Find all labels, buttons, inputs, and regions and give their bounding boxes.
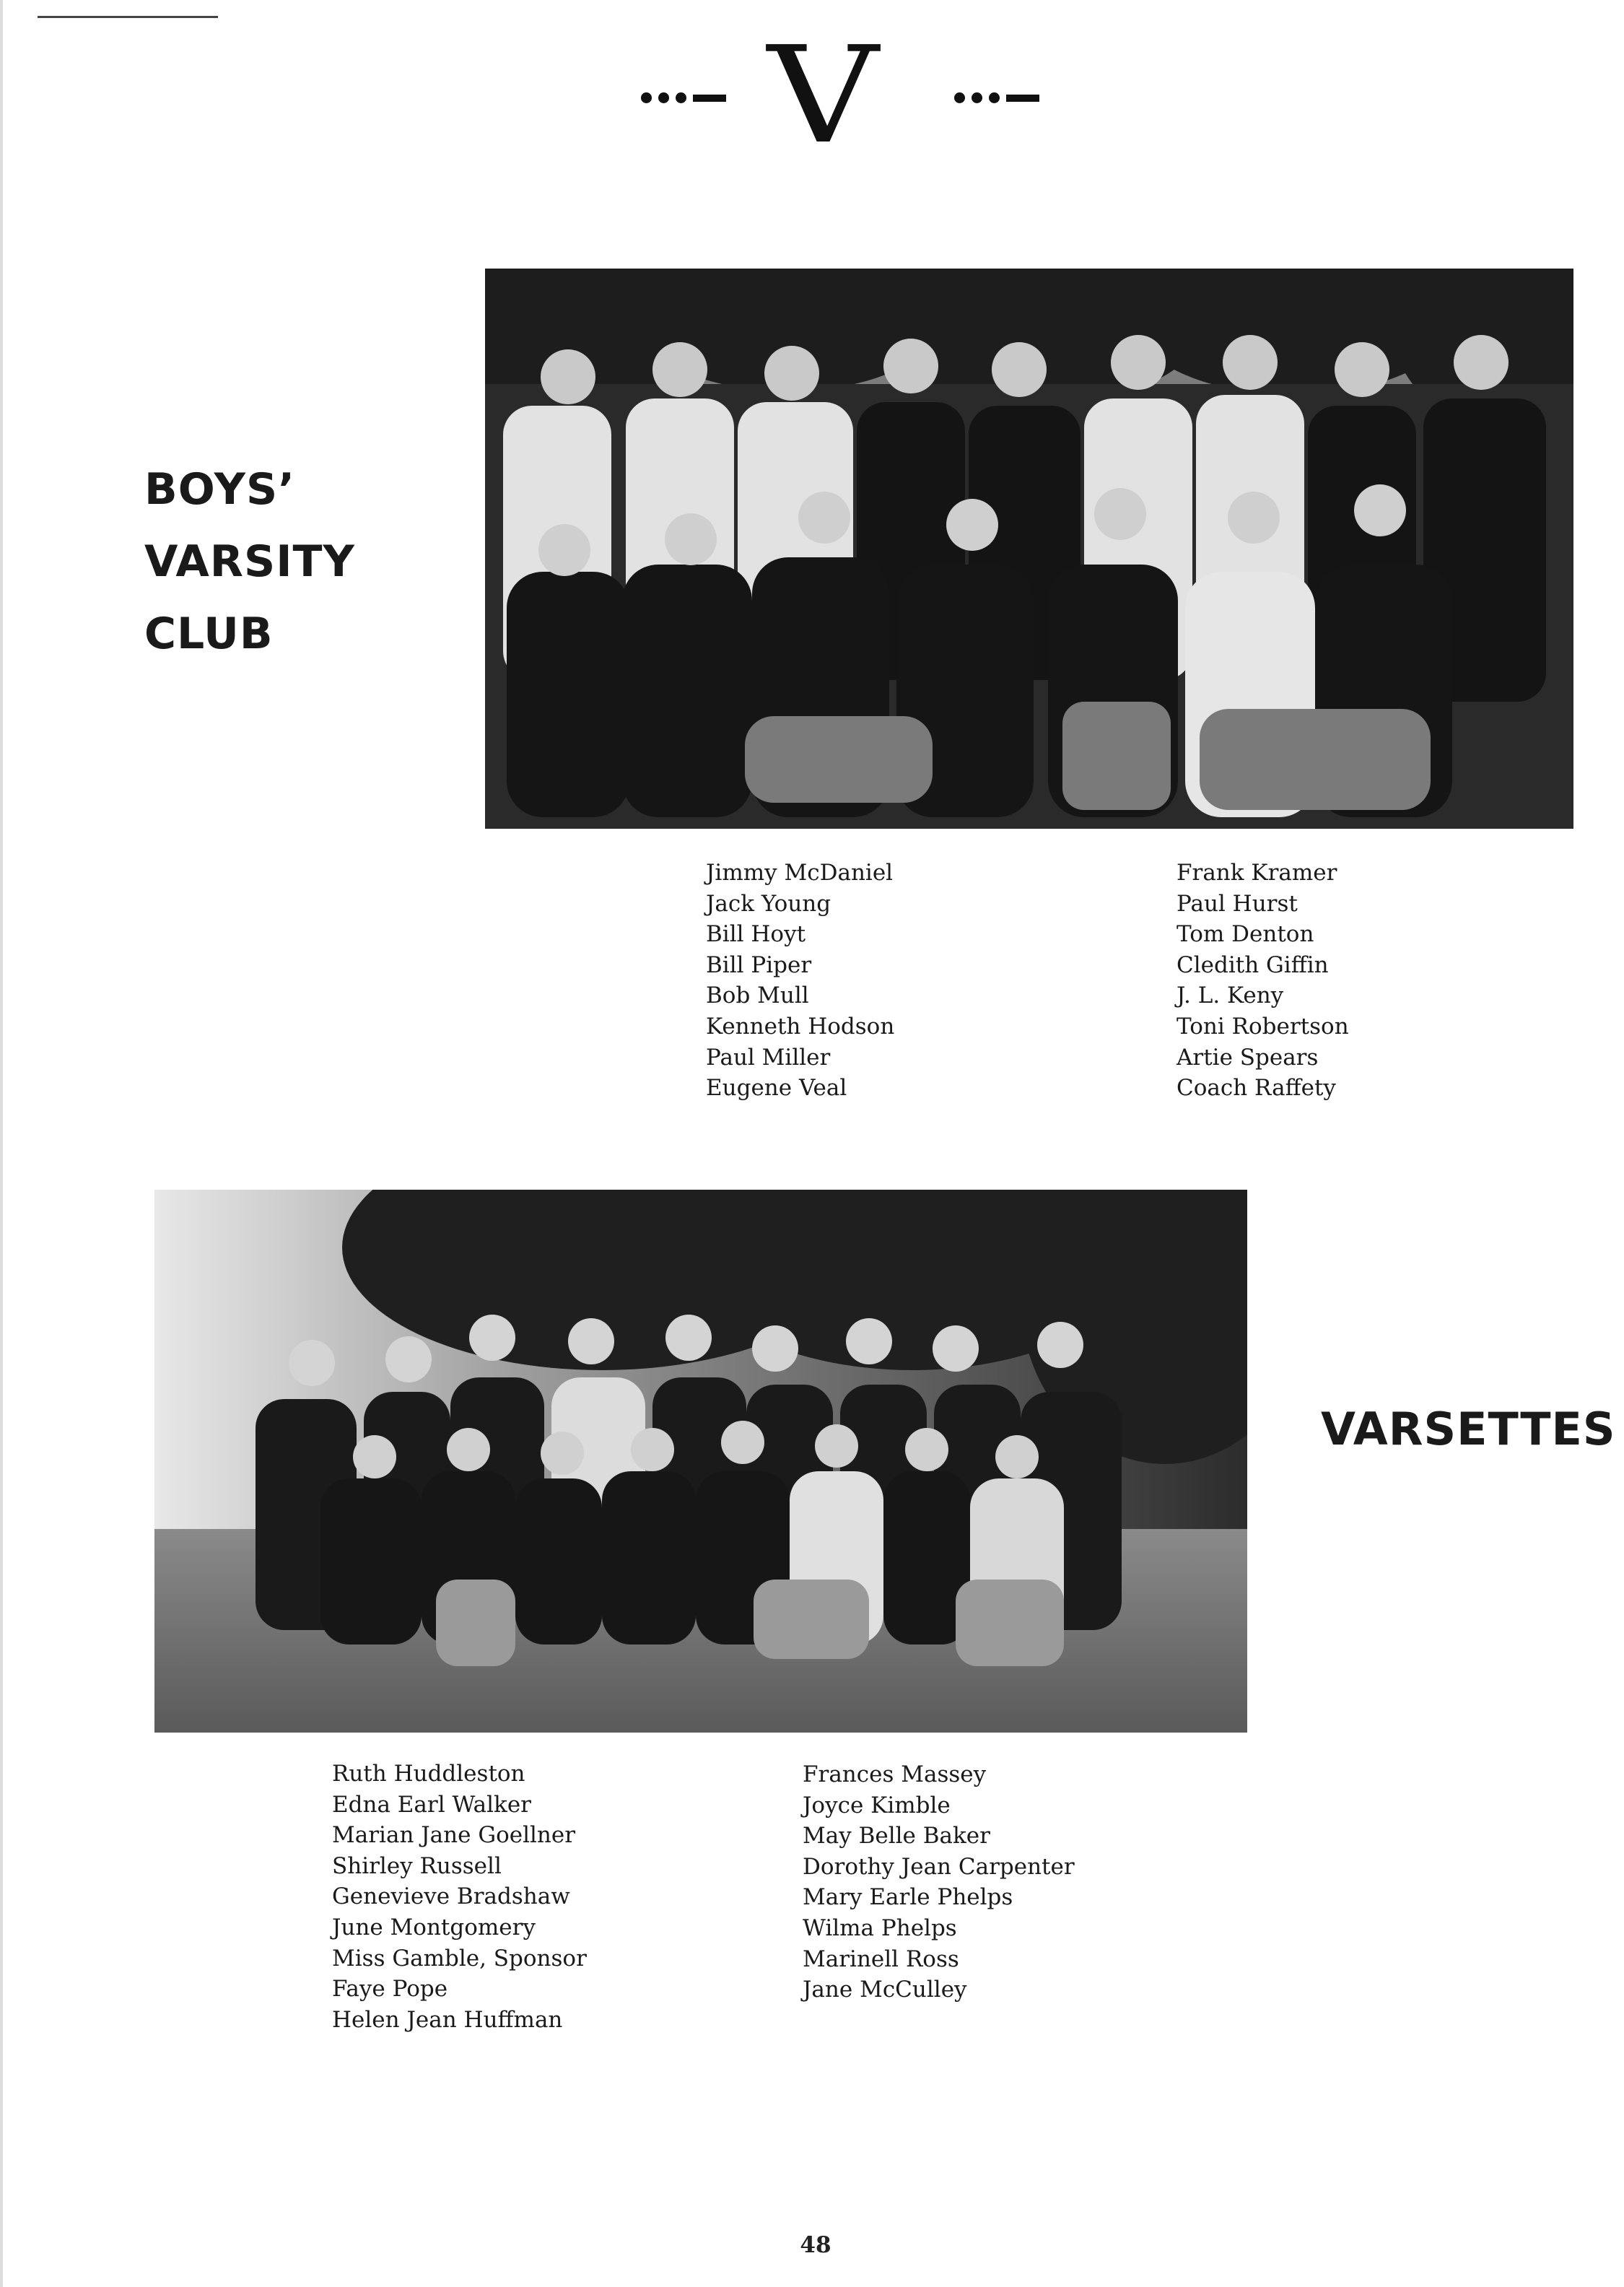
member-name: Mary Earle Phelps — [803, 1884, 1013, 1911]
member-name: Joyce Kimble — [803, 1792, 951, 1818]
member-name: June Montgomery — [332, 1914, 536, 1940]
member-name: Shirley Russell — [332, 1852, 502, 1879]
title-line: CLUB — [144, 609, 274, 659]
ornament-right — [954, 92, 1070, 105]
member-name: Ruth Huddleston — [332, 1761, 525, 1787]
member-name: Bob Mull — [706, 983, 809, 1009]
varsettes-names-column-1 — [332, 1759, 587, 2035]
boys-group-photo — [485, 269, 1573, 829]
member-name: Tom Denton — [1176, 921, 1314, 948]
member-name: Jack Young — [706, 890, 831, 917]
member-name: Miss Gamble, Sponsor — [332, 1945, 587, 1972]
member-name: Toni Robertson — [1176, 1013, 1349, 1040]
member-name: May Belle Baker — [803, 1823, 990, 1850]
boys-names-column-2 — [1176, 858, 1349, 1104]
section-letter: V — [767, 17, 878, 173]
member-name: J. L. Keny — [1176, 983, 1284, 1009]
page-edge — [0, 0, 3, 2287]
member-name: Frances Massey — [803, 1761, 987, 1787]
member-name: Eugene Veal — [706, 1075, 847, 1102]
ornament-left — [641, 92, 756, 105]
member-name: Jimmy McDaniel — [706, 860, 894, 886]
member-name: Genevieve Bradshaw — [332, 1883, 570, 1910]
top-rule — [38, 16, 218, 18]
varsettes-group-photo — [154, 1190, 1247, 1733]
varsettes-names-column-2 — [803, 1759, 1075, 2005]
title-line: BOYS’ — [144, 464, 296, 515]
page-number: 48 — [800, 2232, 831, 2258]
member-name: Faye Pope — [332, 1976, 448, 2003]
member-name: Dorothy Jean Carpenter — [803, 1853, 1075, 1880]
varsettes-title: VARSETTES — [1321, 1403, 1616, 1455]
member-name: Marinell Ross — [803, 1946, 959, 1972]
member-name: Artie Spears — [1176, 1044, 1319, 1071]
member-name: Paul Hurst — [1176, 890, 1298, 917]
member-name: Cledith Giffin — [1176, 951, 1329, 978]
member-name: Helen Jean Huffman — [332, 2006, 563, 2033]
member-name: Frank Kramer — [1176, 860, 1337, 886]
member-name: Jane McCulley — [803, 1977, 967, 2003]
title-line: VARSITY — [144, 536, 355, 587]
member-name: Paul Miller — [706, 1044, 831, 1071]
member-name: Wilma Phelps — [803, 1914, 957, 1941]
member-name: Edna Earl Walker — [332, 1791, 531, 1818]
boys-varsity-club-title — [144, 453, 404, 670]
member-name: Bill Hoyt — [706, 921, 806, 948]
member-name: Marian Jane Goellner — [332, 1822, 576, 1849]
boys-names-column-1 — [706, 858, 894, 1104]
member-name: Coach Raffety — [1176, 1075, 1336, 1102]
member-name: Bill Piper — [706, 951, 812, 978]
member-name: Kenneth Hodson — [706, 1013, 895, 1040]
